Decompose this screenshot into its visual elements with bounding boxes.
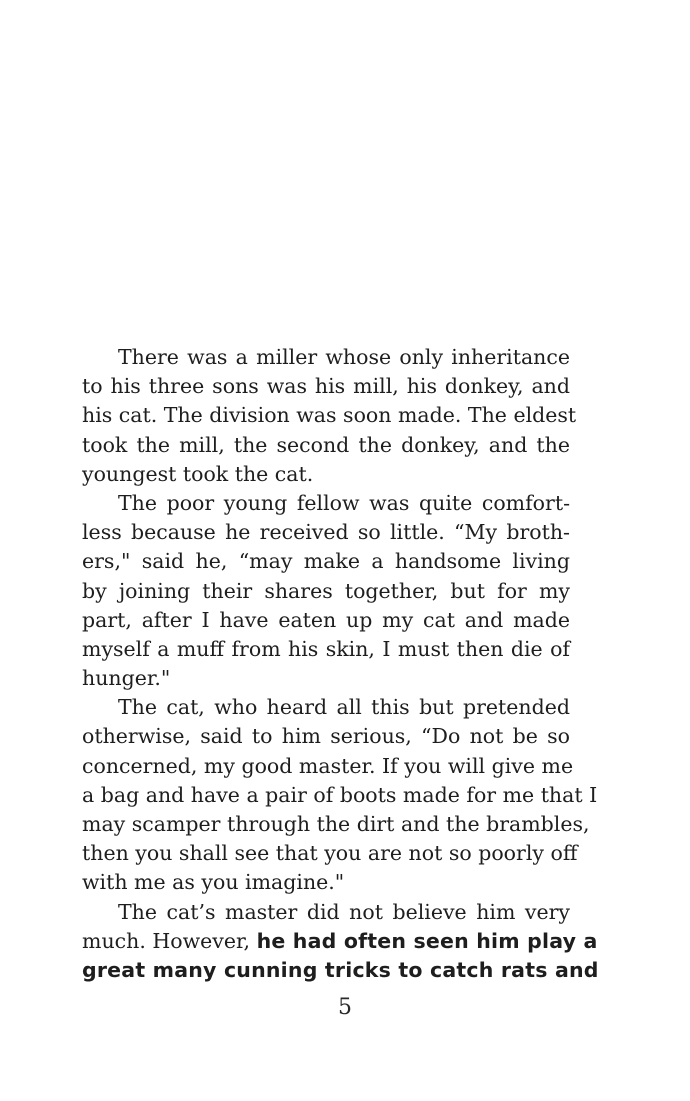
text-segment-bold: he had often seen him play a — [256, 928, 598, 953]
text-line: The poor young fellow was quite comfort- — [118, 490, 570, 515]
text-line: hunger." — [82, 666, 171, 691]
text-line: The cat, who heard all this but pretended — [118, 695, 570, 720]
text-line: his cat. The division was soon made. The eldest — [82, 403, 577, 428]
text-line: The cat’s master did not believe him very — [118, 899, 570, 924]
text-line: There was a miller whose only inheritance — [118, 345, 570, 369]
text-line-bold: great many cunning tricks to catch rats and — [82, 957, 599, 982]
text-line: myself a muff from his skin, I must then die of — [82, 636, 570, 661]
text-segment-regular: much. However, — [82, 928, 257, 953]
text-line: may scamper through the dirt and the brambles, — [82, 812, 590, 836]
text-line: part, after I have eaten up my cat and made — [82, 607, 570, 632]
text-line: ers," said he, “may make a handsome living — [82, 549, 570, 574]
text-line: with me as you imagine." — [82, 870, 345, 895]
text-line: a bag and have a pair of boots made for me that I — [82, 782, 598, 807]
body-text — [82, 343, 599, 985]
text-line: youngest took the cat. — [82, 461, 314, 486]
text-line: less because he received so little. “My broth- — [82, 520, 570, 545]
text-line: concerned, my good master. If you will give me — [82, 753, 574, 778]
text-line: to his three sons was his mill, his donkey, and — [82, 374, 570, 399]
page-number: 5 — [338, 995, 352, 1020]
text-line: by joining their shares together, but for my — [82, 578, 570, 603]
text-line-mixed — [82, 927, 598, 956]
text-line: then you shall see that you are not so poorly off — [82, 841, 578, 866]
text-line: took the mill, the second the donkey, and the — [82, 432, 570, 457]
text-line: otherwise, said to him serious, “Do not be so — [82, 724, 570, 749]
